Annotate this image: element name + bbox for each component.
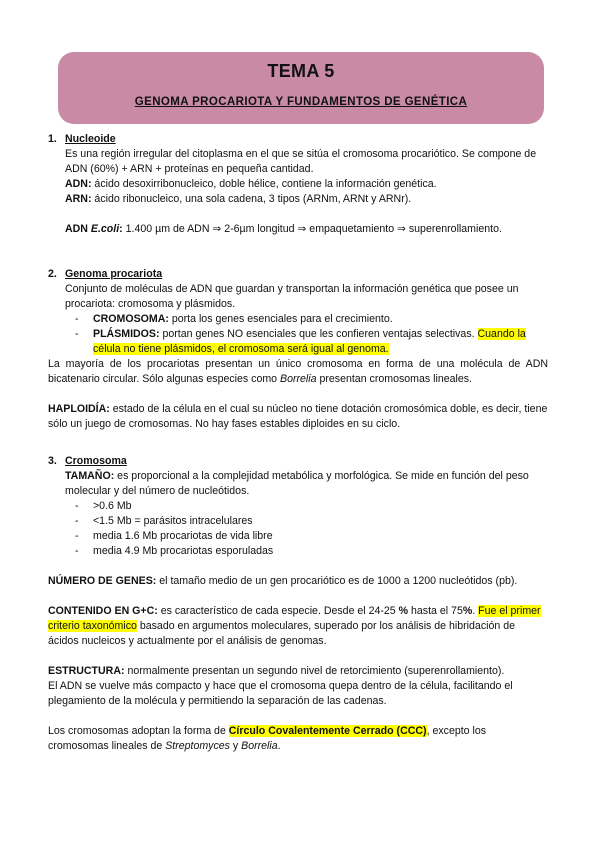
- list-item: - media 1.6 Mb procariotas de vida libre: [75, 530, 273, 542]
- list-item: - <1.5 Mb = parásitos intracelulares: [75, 515, 253, 527]
- section-genoma: [48, 267, 548, 432]
- haploidia-definition: HAPLOIDÍA: estado de la célula en el cual su núcleo no tiene dotación cromosómica doble, es decir, tiene sólo un juego de cromosomas. No hay fases estables diploides en su ciclo.: [48, 403, 548, 430]
- section-title: Nucleoide: [65, 133, 116, 145]
- list-item: - CROMOSOMA: porta los genes esenciales para el crecimiento.: [75, 313, 393, 325]
- list-item: - >0.6 Mb: [75, 500, 132, 512]
- title-banner: [58, 52, 544, 124]
- highlight: Círculo Covalentemente Cerrado (CCC): [228, 725, 427, 737]
- estructura-definition: ESTRUCTURA: normalmente presentan un segundo nivel de retorcimiento (superenrollamiento).: [48, 665, 505, 677]
- page-title: TEMA 5: [267, 61, 335, 81]
- list-item: - PLÁSMIDOS: portan genes NO esenciales que les confieren ventajas selectivas. Cuando la célula no tiene plásmidos, el cromosoma será igual al genoma.: [75, 328, 526, 355]
- ecoli-line: ADN E.coli: 1.400 µm de ADN ⇒ 2-6µm longitud ⇒ empaquetamiento ⇒ superenrollamiento.: [65, 223, 502, 235]
- section-cromosoma: [48, 454, 548, 754]
- page-subtitle: GENOMA PROCARIOTA Y FUNDAMENTOS DE GENÉTICA: [134, 96, 468, 108]
- section-nucleoide: [48, 132, 548, 237]
- size-list: [65, 499, 548, 559]
- paragraph: El ADN se vuelve más compacto y hace que el cromosoma quepa dentro de la célula, facilitando el plegamiento de la molécula y permitiendo la separación de las cadenas.: [48, 680, 513, 707]
- section-number: 2.: [48, 268, 57, 280]
- section-title: Genoma procariota: [65, 268, 163, 280]
- paragraph: Conjunto de moléculas de ADN que guardan y transportan la información genética que posee un procariota: cromosoma y plásmidos.: [65, 283, 519, 310]
- gc-definition: CONTENIDO EN G+C: es característico de cada especie. Desde el 24-25 % hasta el 75%. Fue el primer criterio taxonómico basado en argumentos moleculares, superado por los análisis de hibridación de ácidos nucleicos y actualmente por el análisis de genomas.: [48, 605, 541, 647]
- highlight: Fue el primer criterio taxonómico: [48, 605, 541, 632]
- section-number: 1.: [48, 133, 57, 145]
- document-body: [48, 132, 548, 754]
- adn-definition: ADN: ácido desoxirribonucleico, doble hélice, contiene la información genética.: [65, 178, 437, 190]
- paragraph: Es una región irregular del citoplasma en el que se sitúa el cromosoma procariótico. Se compone de ADN (60%) + ARN + proteínas en pequeña cantidad.: [65, 148, 537, 175]
- paragraph: La mayoría de los procariotas presentan un único cromosoma en forma de una molécula de ADN bicatenario circular. Sólo algunas especies como Borrelia presentan cromosomas lineales.: [48, 358, 548, 385]
- genome-list: [65, 312, 548, 357]
- list-item: - media 4.9 Mb procariotas esporuladas: [75, 545, 274, 557]
- section-title: Cromosoma: [65, 455, 127, 467]
- ccc-paragraph: Los cromosomas adoptan la forma de Círculo Covalentemente Cerrado (CCC), excepto los cromosomas lineales de Streptomyces y Borrelia.: [48, 725, 487, 752]
- arn-definition: ARN: ácido ribonucleico, una sola cadena, 3 tipos (ARNm, ARNt y ARNr).: [65, 193, 412, 205]
- section-number: 3.: [48, 455, 57, 467]
- highlight: Cuando la célula no tiene plásmidos, el cromosoma será igual al genoma.: [93, 328, 526, 355]
- tamano-definition: TAMAÑO: es proporcional a la complejidad metabólica y morfológica. Se mide en función del peso molecular y del número de nucleótidos.: [65, 470, 529, 497]
- genes-definition: NÚMERO DE GENES: el tamaño medio de un gen procariótico es de 1000 a 1200 nucleótidos (pb).: [48, 575, 518, 587]
